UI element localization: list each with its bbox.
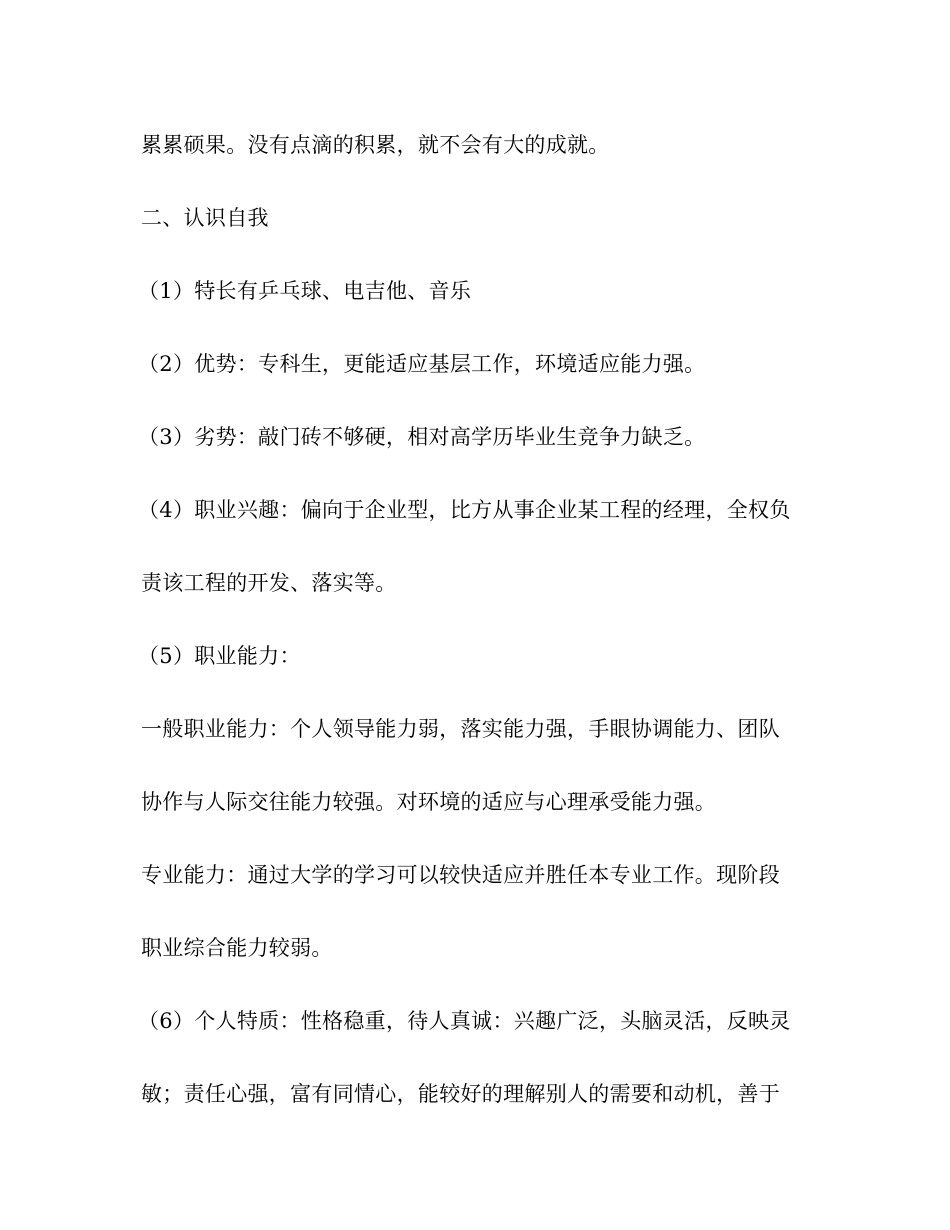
item-6-personal-traits-line-1: （6）个人特质：性格稳重，待人真诚：兴趣广泛，头脑灵活，反映灵: [138, 1009, 791, 1033]
item-4-career-interest-line-1: （4）职业兴趣：偏向于企业型，比方从事企业某工程的经理，全权负: [138, 498, 791, 522]
section-heading-self-knowledge: 二、认识自我: [141, 206, 269, 230]
professional-ability-line-1: 专业能力：通过大学的学习可以较快适应并胜任本专业工作。现阶段: [141, 863, 780, 887]
item-4-career-interest-line-2: 责该工程的开发、落实等。: [141, 571, 397, 595]
item-6-personal-traits-line-2: 敏；责任心强，富有同情心，能较好的理解别人的需要和动机，善于: [141, 1082, 780, 1106]
item-1-specialties: （1）特长有乒乓球、电吉他、音乐: [138, 279, 472, 303]
item-3-weaknesses: （3）劣势：敲门砖不够硬，相对高学历毕业生竞争力缺乏。: [138, 425, 706, 449]
general-ability-line-2: 协作与人际交往能力较强。对环境的适应与心理承受能力强。: [141, 790, 717, 814]
general-ability-line-1: 一般职业能力：个人领导能力弱，落实能力强，手眼协调能力、团队: [141, 717, 780, 741]
professional-ability-line-2: 职业综合能力较弱。: [141, 936, 333, 960]
item-2-strengths: （2）优势：专科生，更能适应基层工作，环境适应能力强。: [138, 352, 706, 376]
paragraph-conclusion-line: 累累硕果。没有点滴的积累，就不会有大的成就。: [141, 133, 610, 157]
item-5-career-ability-heading: （5）职业能力：: [138, 644, 301, 668]
